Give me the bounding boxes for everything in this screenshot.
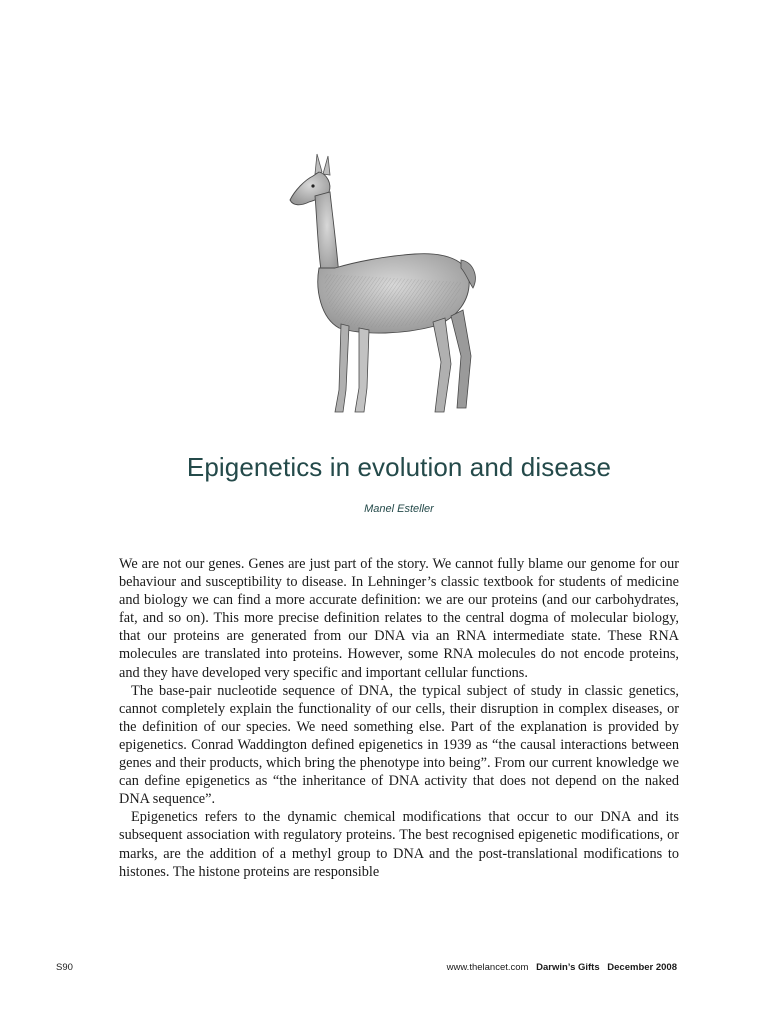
journal-section: Darwin’s Gifts — [536, 962, 600, 973]
vicuna-illustration — [275, 150, 490, 420]
article-body — [119, 555, 679, 881]
body-paragraph: We are not our genes. Genes are just part of the story. We cannot fully blame our genome for our behaviour and susceptibility to disease. In Lehninger’s classic textbook for students of medicine and biology we can find a more accurate definition: we are our proteins (and our carbohydrates, fat, and so on). This more precise definition relates to the central dogma of molecular biology, that our proteins are generated from our DNA via an RNA intermediate state. These RNA molecules are translated into proteins. However, some RNA molecules do not encode proteins, and they have developed very specific and important cellular functions. — [119, 556, 679, 681]
website-link[interactable]: www.thelancet.com — [446, 962, 529, 973]
running-footer — [447, 962, 677, 973]
article-author: Manel Esteller — [364, 503, 434, 515]
body-paragraph: The base-pair nucleotide sequence of DNA, the typical subject of study in classic genetics, cannot completely explain the functionality of our cells, their disruption in complex diseases, or the definition of our species. We need something else. Part of the explanation is provided by epigenetics. Conrad Waddington defined epigenetics in 1939 as “the causal interactions between genes and their products, which bring the phenotype into being”. From our current knowledge we can define epigenetics as “the inheritance of DNA activity that does not depend on the naked DNA sequence”. — [119, 682, 679, 808]
vicuna-drawing — [275, 150, 490, 420]
article-title: Epigenetics in evolution and disease — [186, 452, 612, 482]
page-number: S90 — [56, 962, 73, 973]
body-paragraph: Epigenetics refers to the dynamic chemical modifications that occur to our DNA and its subsequent association with regulatory proteins. The best recognised epigenetic modifications, or marks, are the addition of a methyl group to DNA and the post-translational modifications to histones. The histone proteins are responsible — [119, 809, 679, 880]
issue-date: December 2008 — [607, 962, 677, 973]
